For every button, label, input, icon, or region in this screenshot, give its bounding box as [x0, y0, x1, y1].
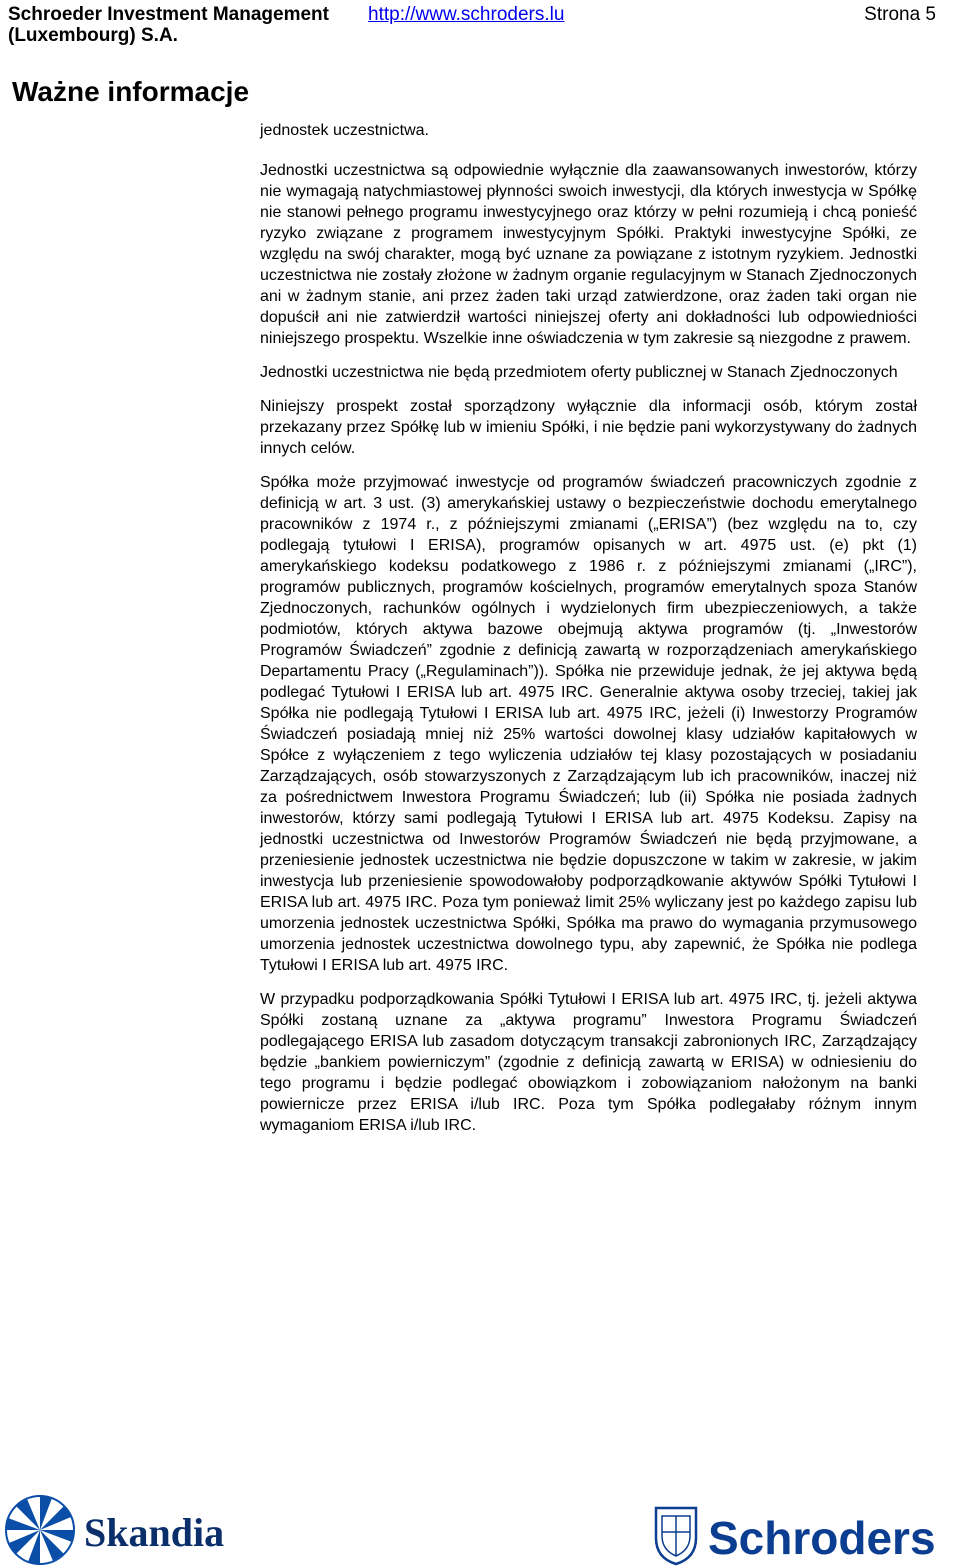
page-number: Strona 5 [864, 4, 936, 25]
skandia-wordmark: Skandia [84, 1510, 225, 1555]
skandia-umbrella-icon [6, 1496, 74, 1564]
paragraph-5: Spółka może przyjmować inwestycje od programów świadczeń pracowniczych zgodnie z definicją w art. 3 ust. (3) amerykańskiej ustawy o bezpieczeństwie dochodu emerytalnego pracowników z 1974 r., z późniejszymi zmianami („ERISA”) (bez względu na to, czy podlegają tytułowi I ERISA), programów opisanych w art. 4975 ust. (e) pkt (1) amerykańskiego kodeksu podatkowego z 1986 r. z późniejszymi zmianami („IRC”), programów publicznych, programów kościelnych, programów emerytalnych spoza Stanów Zjednoczonych, rachunków ogólnych i wydzielonych firm ubezpieczeniowych, a także podmiotów, których aktywa bazowe obejmują aktywa programów (tj. „Inwestorów Programów Świadczeń” zgodnie z definicją zawartą w rozporządzeniach amerykańskiego Departamentu Pracy („Regulaminach”)). Spółka nie przewiduje jednak, że jej aktywa będą podlegać Tytułowi I ERISA lub art. 4975 IRC. Generalnie aktywa osoby trzeciej, takiej jak Spółka nie podlegają Tytułowi I ERISA lub art. 4975 IRC, jeżeli (i) Inwestorzy Programów Świadczeń posiadają mniej niż 25% wartości dowolnej klasy udziałów kapitałowych w Spółce z wyłączeniem z tego wyliczenia udziałów tej klasy pozostających w posiadaniu Zarządzających, osób stowarzyszonych z Zarządzającym lub ich pracowników, inaczej niż za pośrednictwem Inwestora Programu Świadczeń; lub (ii) Spółka nie posiada żadnych inwestorów, którzy sami podlegają Tytułowi I ERISA lub art. 4975 Kodeksu. Zapisy na jednostki uczestnictwa od Inwestorów Programów Świadczeń nie będą przyjmowane, a przeniesienie jednostek uczestnictwa nie będzie dopuszczone w takim w zakresie, w jakim inwestycja lub przeniesienie spowodowałoby podporządkowanie aktywów Spółki Tytułowi I ERISA lub art. 4975 IRC. Poza tym ponieważ limit 25% wyliczany jest po każdego zapisu lub umorzenia jednostek uczestnictwa Spółki, Spółka ma prawo do wymagania przymusowego umorzenia jednostek uczestnictwa dowolnego typu, aby zapewnić, że Spółka nie podlega Tytułowi I ERISA lub art. 4975 IRC. [260, 474, 917, 974]
company-name-line1: Schroeder Investment Management [8, 4, 329, 25]
schroders-logo [650, 1500, 950, 1568]
paragraph-6: W przypadku podporządkowania Spółki Tytułowi I ERISA lub art. 4975 IRC, tj. jeżeli aktywa Spółki zostaną uznane za „aktywa programu” Inwestora Programu Świadczeń podlegającego ERISA lub zasadom dotyczącym transakcji zabronionych IRC, Zarządzający będzie „bankiem powierniczym” (zgodnie z definicją zawartą w ERISA) w odniesieniu do tego programu i będzie podlegać obowiązkom i zobowiązaniom nałożonym na banki powiernicze przez ERISA i/lub IRC. Poza tym Spółka podlegałaby różnym innym wymaganiom ERISA i/lub IRC. [260, 991, 917, 1134]
schroders-wordmark: Schroders [708, 1512, 936, 1564]
page-header [8, 4, 952, 46]
paragraph-2: Jednostki uczestnictwa są odpowiednie wyłącznie dla zaawansowanych inwestorów, którzy nie wymagają natychmiastowej płynności swoich inwestycji, dla których inwestycja w Spółkę nie stanowi pełnego programu inwestycyjnego oraz którzy w pełni rozumieją i chcą ponieść ryzyko związane z programem inwestycyjnym Spółki. Praktyki inwestycyjne Spółki, ze względu na swój charakter, mogą być uznane za powiązane z istotnym ryzykiem. Jednostki uczestnictwa nie zostały złożone w żadnym organie regulacyjnym w Stanach Zjednoczonych ani w żadnym stanie, ani przez żaden taki urząd zatwierdzone, oraz żaden taki organ nie dopuścił ani nie zatwierdził wartości niniejszej oferty ani dokładności lub odpowiedniości niniejszego prospektu. Wszelkie inne oświadczenia w tym zakresie są niezgodne z prawem. [260, 162, 917, 347]
document-body [260, 120, 917, 1149]
company-name-line2: (Luxembourg) S.A. [8, 25, 178, 46]
skandia-logo [0, 1490, 250, 1568]
crest-icon [656, 1508, 696, 1564]
section-title: Ważne informacje [12, 76, 250, 107]
paragraph-3: Jednostki uczestnictwa nie będą przedmiotem oferty publicznej w Stanach Zjednoczonych [260, 364, 898, 381]
paragraph-1: jednostek uczestnictwa. [260, 122, 429, 139]
paragraph-4: Niniejszy prospekt został sporządzony wyłącznie dla informacji osób, którym został przekazany przez Spółkę lub w imieniu Spółki, i nie będzie pani wykorzystywany do żadnych innych celów. [260, 398, 917, 457]
website-link[interactable]: http://www.schroders.lu [368, 4, 565, 25]
